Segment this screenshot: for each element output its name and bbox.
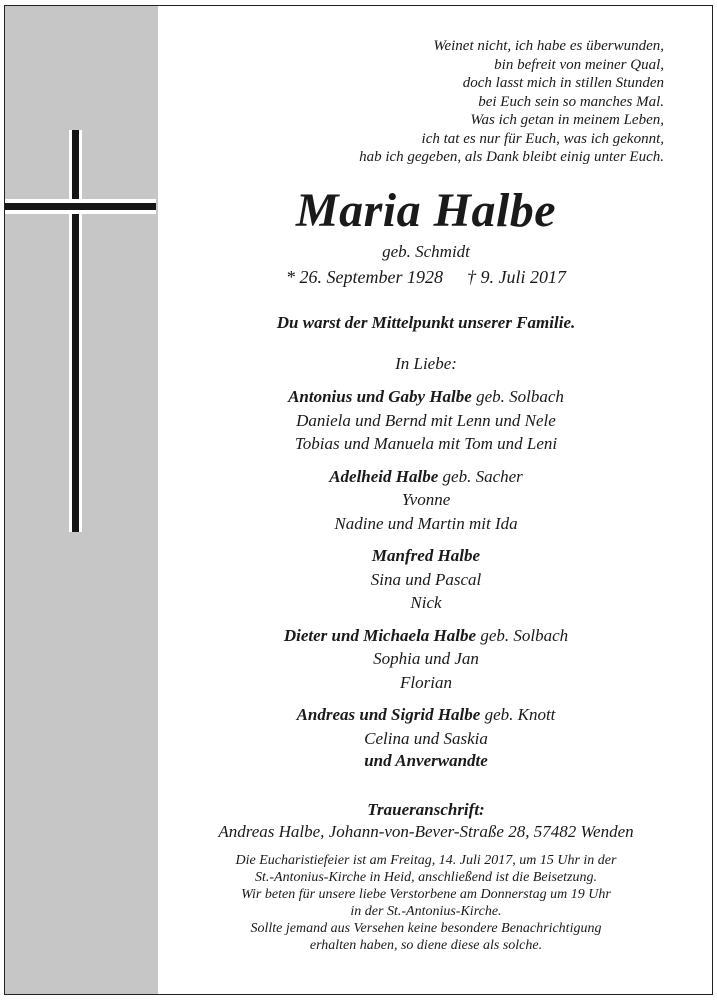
family-head (158, 385, 694, 409)
family-group (158, 544, 694, 615)
family-member-line: Nadine und Martin mit Ida (334, 513, 518, 533)
family-head (158, 544, 694, 568)
note-line: St.-Antonius-Kirche in Heid, anschließend ist die Beisetzung. (254, 870, 598, 885)
life-dates (158, 266, 694, 288)
mourning-address-label: Traueranschrift: (367, 800, 485, 819)
poem-line: Weinet nicht, ich habe es überwunden, (433, 38, 664, 54)
note-line: Die Eucharistiefeier ist am Freitag, 14. Juli 2017, um 15 Uhr in der (235, 853, 617, 868)
family-group (158, 624, 694, 695)
motto: Du warst der Mittelpunkt unserer Familie. (276, 313, 576, 332)
family-head-name: Dieter und Michaela Halbe (283, 625, 477, 645)
mourning-address: Andreas Halbe, Johann-von-Bever-Straße 28, 57482 Wenden (218, 822, 634, 841)
family-head-suffix: geb. Solbach (476, 625, 569, 645)
family-head-suffix: geb. Sacher (438, 466, 523, 486)
family-member-line: Sophia und Jan (373, 649, 479, 668)
family-list (158, 385, 694, 759)
family-head-name: Andreas und Sigrid Halbe (296, 705, 481, 724)
note-line: Sollte jemand aus Versehen keine besondere Benachrichtigung (250, 921, 602, 936)
poem-line: bei Euch sein so manches Mal. (478, 93, 664, 110)
family-group (158, 465, 694, 536)
family-member-line: Nick (410, 593, 442, 612)
poem-line: doch lasst mich in stillen Stunden (462, 75, 664, 91)
family-member-line: Florian (400, 672, 452, 692)
family-head-suffix: geb. Solbach (471, 387, 564, 406)
poem-line: bin befreit von meiner Qual, (494, 56, 664, 73)
family-head (158, 465, 694, 489)
family-member-line: Sina und Pascal (370, 569, 482, 589)
relatives-line: und Anverwandte (364, 751, 488, 770)
family-head-name: Antonius und Gaby Halbe (288, 387, 472, 406)
note-line: erhalten haben, so diene diese als solche. (309, 938, 543, 953)
family-head (158, 624, 694, 648)
note-line: in der St.-Antonius-Kirche. (350, 904, 502, 919)
poem-line: ich tat es nur für Euch, was ich gekonnt, (421, 130, 664, 147)
family-member-line: Yvonne (401, 490, 451, 509)
cross-horizontal-beam (5, 199, 156, 214)
service-notes (158, 852, 694, 954)
death-date: † 9. Juli 2017 (466, 267, 566, 287)
note-line: Wir beten für unsere liebe Verstorbene am Donnerstag um 19 Uhr (241, 887, 611, 902)
family-group (158, 385, 694, 456)
family-head-suffix: geb. Knott (480, 705, 556, 724)
family-member-line: Tobias und Manuela mit Tom und Leni (294, 434, 558, 453)
poem (359, 37, 664, 167)
poem-line: hab ich gegeben, als Dank bleibt einig unter Euch. (359, 149, 664, 165)
family-head-name: Manfred Halbe (371, 546, 481, 565)
birth-name: geb. Schmidt (382, 242, 470, 261)
family-member-line: Celina und Saskia (364, 728, 488, 748)
family-head-name: Adelheid Halbe (329, 466, 439, 486)
deceased-name: Maria Halbe (295, 184, 557, 237)
family-head (158, 703, 694, 727)
poem-line: Was ich getan in meinem Leben, (470, 112, 664, 128)
in-love-label: In Liebe: (395, 354, 457, 373)
cross-vertical-beam (69, 130, 82, 532)
family-group (158, 703, 694, 750)
birth-date: * 26. September 1928 (286, 267, 443, 287)
family-member-line: Daniela und Bernd mit Lenn und Nele (296, 410, 556, 430)
